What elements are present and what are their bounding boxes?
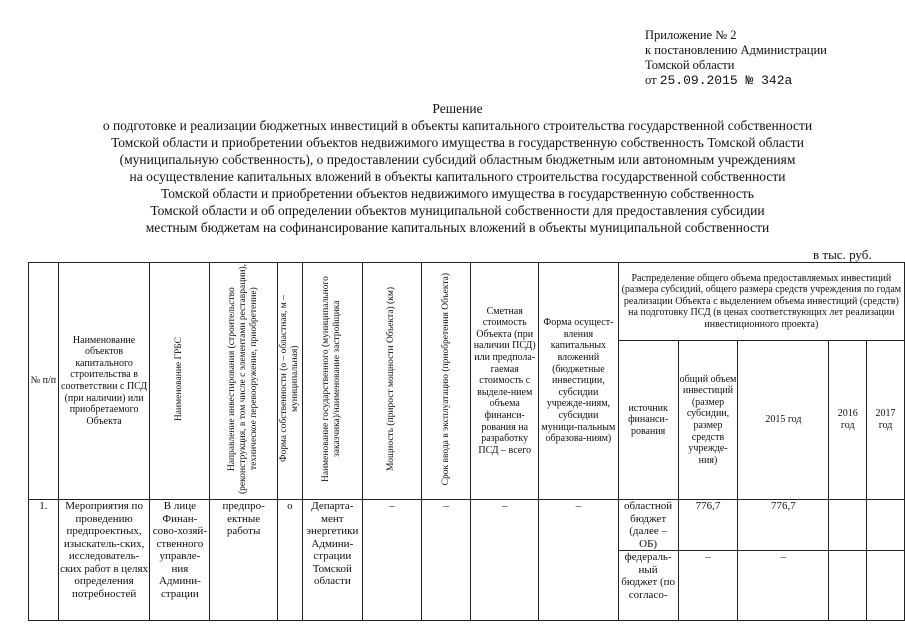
header-2017: 2017 год [867, 341, 905, 500]
table-row [29, 500, 905, 551]
row-source: областной бюджет (далее – ОБ) [618, 500, 678, 551]
header-estimate: Сметная стоимость Объекта (при наличии ПСД) или предпола-гаемая стоимость с выделе-нием объема финанси-рования на разработку ПСД – всего [471, 263, 539, 500]
row-total: 776,7 [678, 500, 738, 551]
title-line: о подготовке и реализации бюджетных инвестиций в объекты капитального строительства государственной собственности [102, 118, 813, 133]
unit-label: в тыс. руб. [813, 247, 872, 262]
row-direction: предпро-ектные работы [210, 500, 278, 621]
row-grbs: В лице Финан-сово-хозяй-ственного управле-ния Админи-страции [150, 500, 210, 621]
header-ownership [277, 263, 302, 500]
row-term: – [421, 500, 470, 621]
document-title [20, 100, 895, 236]
row-capacity: – [362, 500, 421, 621]
header-direction [210, 263, 278, 500]
header-2015: 2015 год [738, 341, 829, 500]
row-customer: Департа-мент энергетики Админи-страции Томской области [302, 500, 362, 621]
header-ownership-text: Форма собственности (о – областная, м – муниципальная) [278, 295, 300, 463]
header-capacity [362, 263, 421, 500]
header-grbs-text: Наименование ГРБС [174, 337, 185, 422]
row-name: Мероприятия по проведению предпроектных, изыскатель-ских, исследователь-ских работ в целях определения потребностей [58, 500, 150, 621]
title-line: Томской области и приобретении объектов недвижимого имущества в государственную собственность [161, 186, 754, 201]
title-line: местным бюджетам на софинансирование капитальных вложений в объекты муниципальной собственности [145, 220, 770, 235]
title-line: Томской области и приобретении объектов недвижимого имущества в государственную собственность Томской области [111, 135, 804, 150]
row-ownership: о [277, 500, 302, 621]
row-source: федераль-ный бюджет (по согласо- [618, 551, 678, 621]
header-direction-text: Направление инвестирования (строительство (реконструкция, в том числе с элементами реставрации), техническое перевооружение, приобретение) [227, 264, 260, 495]
row-total: – [678, 551, 738, 621]
appendix-date [645, 73, 827, 88]
date-prefix: от [645, 73, 657, 87]
title-line: на осуществление капитальных вложений в объекты капитального строительства государственной собственности [129, 169, 786, 184]
row-2015: 776,7 [738, 500, 829, 551]
row-2017 [867, 551, 905, 621]
title-line: Томской области и об определении объектов муниципальной собственности для предоставления субсидии [150, 203, 765, 218]
investment-table [28, 262, 905, 621]
row-estimate: – [471, 500, 539, 621]
title-line: (муниципальную собственность), о предоставлении субсидий областным бюджетным или автономным учреждениям [119, 152, 796, 167]
appendix-line1: Приложение № 2 [645, 28, 737, 42]
row-2015: – [738, 551, 829, 621]
header-source: источник финанси-рования [618, 341, 678, 500]
row-2017 [867, 500, 905, 551]
row-2016 [829, 500, 867, 551]
appendix-line3: Томской области [645, 58, 735, 72]
header-total: общий объем инвестиций (размер субсидии, размер средств учрежде-ния) [678, 341, 738, 500]
header-2016: 2016 год [829, 341, 867, 500]
date-value: 25.09.2015 № 342а [659, 73, 793, 88]
header-term [421, 263, 470, 500]
header-customer [302, 263, 362, 500]
header-form: Форма осущест-вления капитальных вложений (бюджетные инвестиции, субсидии учрежде-ниям, субсидии муници-пальным образова-ниям) [539, 263, 619, 500]
header-grbs [150, 263, 210, 500]
title-heading: Решение [432, 101, 483, 116]
header-term-text: Срок ввода в эксплуатацию (приобретения Объекта) [440, 273, 451, 486]
header-num: № п/п [29, 263, 59, 500]
row-2016 [829, 551, 867, 621]
appendix-line2: к постановлению Администрации [645, 43, 827, 57]
row-form: – [539, 500, 619, 621]
appendix-block [645, 28, 827, 88]
header-customer-text: Наименование государственного (муниципального заказчика)/наименование застройщика [321, 276, 343, 483]
header-capacity-text: Мощность (прирост мощности Объекта) (км) [386, 287, 397, 472]
header-name: Наименование объектов капитального строительства в соответствии с ПСД (при наличии) или приобретаемого Объекта [58, 263, 150, 500]
row-num: 1. [29, 500, 59, 621]
header-distribution: Распределение общего объема предоставляемых инвестиций (размера субсидий, общего размера средств учреждения по годам реализации Объекта с выделением объема инвестиций (средств) на подготовку ПСД (в ценах соответствующих лет реализации инвестиционного проекта) [618, 263, 904, 341]
